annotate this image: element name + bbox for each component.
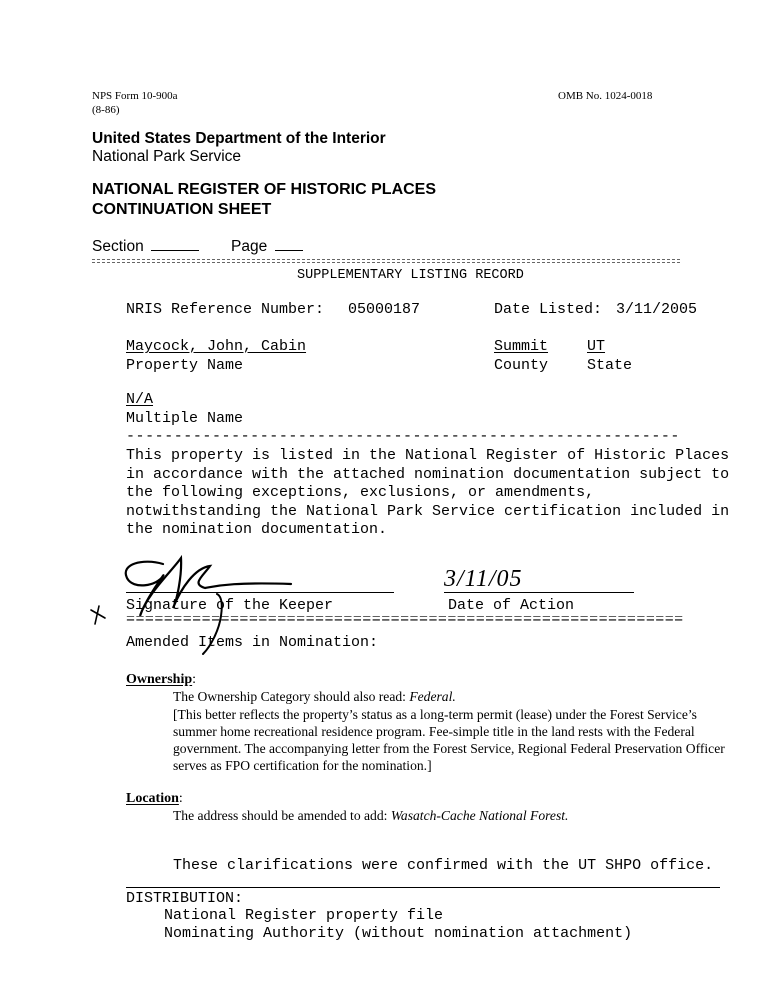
distribution-item-1: National Register property file [164, 907, 444, 924]
date-listed-label: Date Listed: [494, 301, 603, 318]
header-rule-bottom [92, 262, 680, 263]
section-label: Section [92, 238, 144, 255]
omb-number: OMB No. 1024-0018 [558, 90, 653, 102]
form-title-line2: CONTINUATION SHEET [92, 201, 272, 218]
location-line [173, 808, 568, 824]
ownership-heading: Ownership [126, 672, 193, 687]
nris-label: NRIS Reference Number: [126, 301, 325, 318]
multiple-name-value: N/A [126, 391, 154, 408]
property-name-value: Maycock, John, Cabin [126, 338, 307, 355]
ownership-line-value: Federal. [409, 689, 456, 704]
ownership-note: [This better reflects the property’s status as a long-term permit (lease) under the Forest Service’s summer home recreational residence program. Fee-simple title in the land rests with the Federal government. The accompanying letter from the Forest Service, Regional Federal Preservation Officer serves as FPO certification for the nomination.] [173, 707, 725, 773]
ownership-section: Ownership: [126, 672, 197, 687]
date-of-action-label: Date of Action [448, 597, 575, 614]
date-listed-value: 3/11/2005 [616, 301, 698, 318]
state-value: UT [587, 338, 606, 355]
location-heading: Location [126, 791, 179, 806]
distribution-rule [126, 887, 720, 888]
property-name-label: Property Name [126, 357, 244, 374]
page-field [231, 236, 303, 256]
signature-label: Signature of the Keeper [126, 597, 334, 614]
section-value [151, 236, 199, 251]
record-heading: SUPPLEMENTARY LISTING RECORD [297, 268, 524, 283]
distribution-item-2: Nominating Authority (without nomination attachment) [164, 925, 633, 942]
county-label: County [494, 357, 549, 374]
form-date: (8-86) [92, 104, 120, 116]
clarification-note: These clarifications were confirmed with the UT SHPO office. [173, 857, 714, 874]
location-section: Location: [126, 791, 183, 806]
section-field [92, 236, 199, 256]
location-line-prefix: The address should be amended to add: [173, 808, 391, 823]
form-title-line1: NATIONAL REGISTER OF HISTORIC PLACES [92, 181, 437, 198]
listing-statement: This property is listed in the National Register of Historic Places in accordance with the attached nomination documentation subject to the following exceptions, exclusions, or amendments, notwithstanding the National Park Service certification included in the nomination documentation. [126, 447, 730, 538]
distribution-heading: DISTRIBUTION: [126, 890, 244, 907]
state-label: State [587, 357, 633, 374]
header-rule-top [92, 259, 680, 260]
amended-items-heading: Amended Items in Nomination: [126, 634, 379, 651]
county-value: Summit [494, 338, 549, 355]
equals-separator: =========================================================== [126, 616, 684, 628]
date-of-action-line [444, 592, 634, 593]
location-line-value: Wasatch-Cache National Forest. [390, 808, 569, 823]
department-name: United States Department of the Interior [92, 130, 386, 147]
nris-value: 05000187 [348, 301, 421, 318]
dashed-separator: ---------------------------------------------------------- [126, 428, 680, 445]
date-of-action-handwritten: 3/11/05 [444, 566, 523, 592]
page-value [275, 236, 303, 251]
ownership-line [173, 689, 456, 705]
signature-line [126, 592, 394, 593]
page-label: Page [231, 238, 268, 255]
service-name: National Park Service [92, 148, 242, 165]
ownership-line-prefix: The Ownership Category should also read: [173, 689, 410, 704]
multiple-name-label: Multiple Name [126, 410, 244, 427]
form-number: NPS Form 10-900a [92, 90, 178, 102]
